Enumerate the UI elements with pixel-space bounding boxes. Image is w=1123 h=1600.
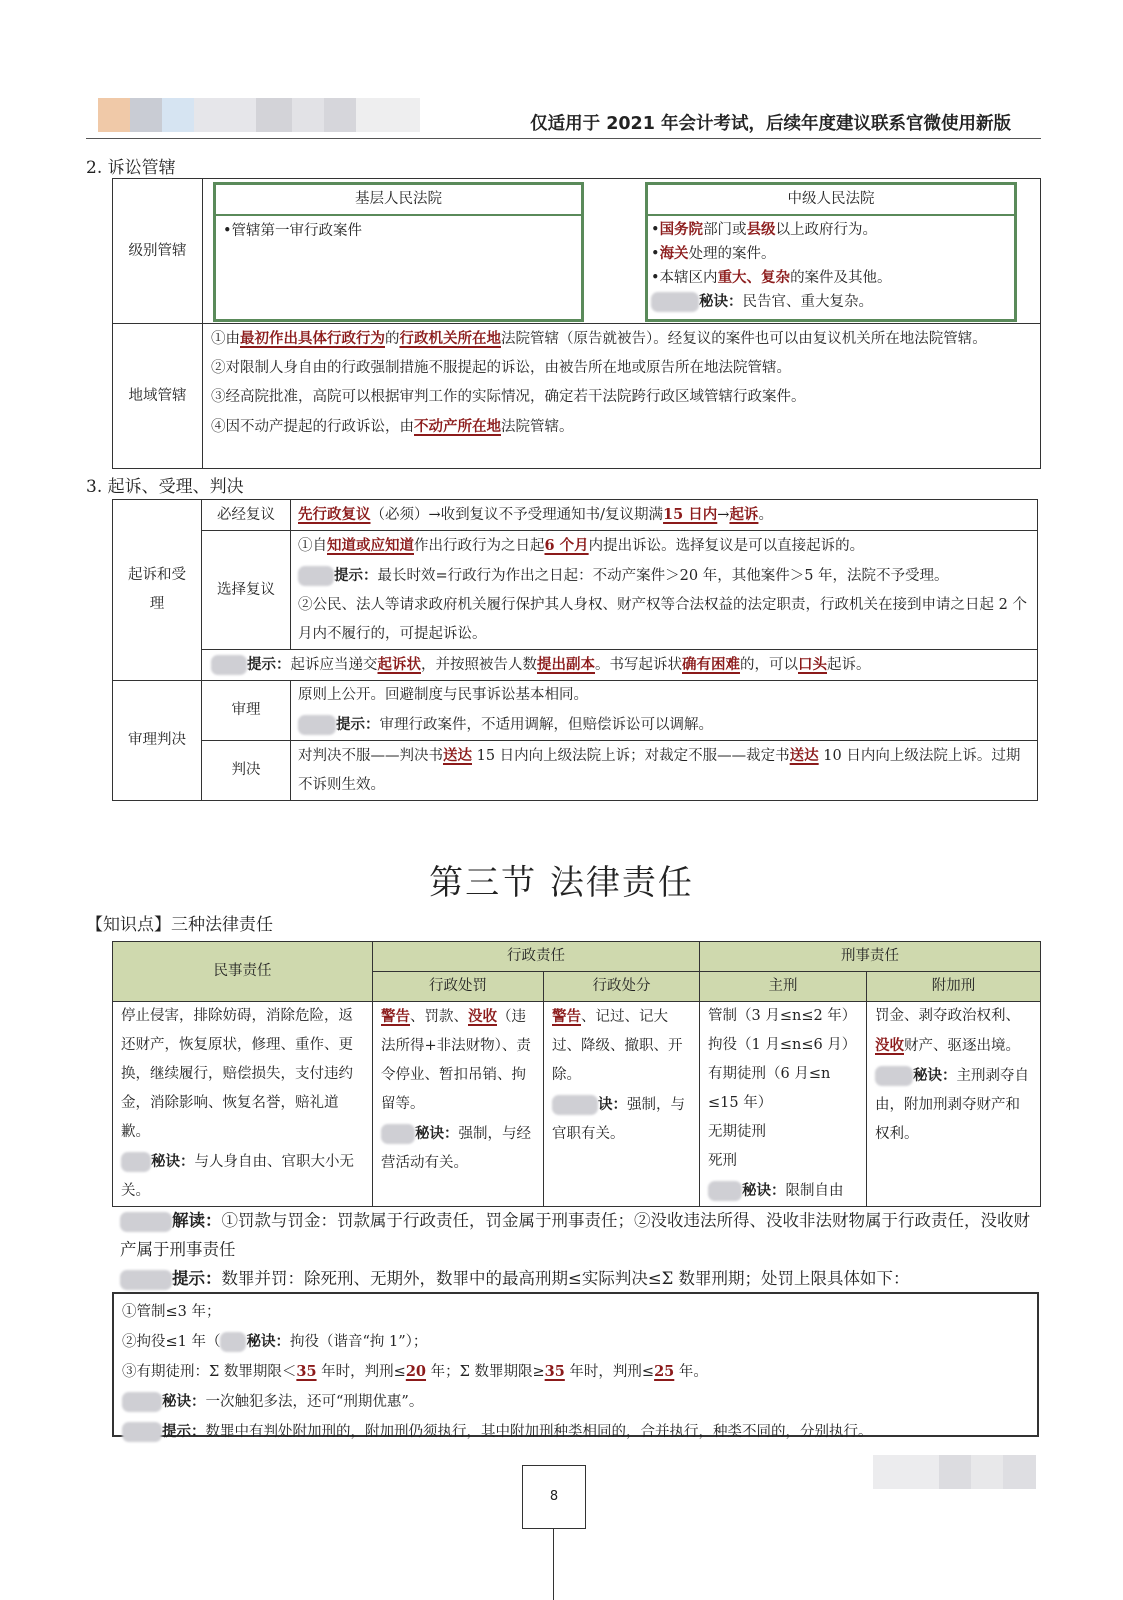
criminal-header: 刑事责任: [700, 942, 1041, 972]
region-label: 地域管辖: [113, 324, 203, 469]
knowledge-point: 【知识点】三种法律责任: [86, 915, 273, 935]
principal-cell: 管制（3 月≤n≤2 年） 拘役（1 月≤n≤6 月） 有期徒刑（6 月≤n ≤15 年） 无期徒刑 死刑 秘诀：限制自由: [700, 1002, 867, 1207]
civil-header: 民事责任: [113, 942, 373, 1002]
level-label: 级别管辖: [113, 179, 203, 324]
sue-label: 起诉和受理: [113, 500, 202, 681]
box-line5: 提示：数罪中有判处附加刑的，附加刑仍须执行，其中附加刑种类相同的，合并执行，种类不同的，分别执行。: [122, 1417, 1029, 1447]
optional-p3: ②公民、法人等请求政府机关履行保护其人身权、财产权等合法权益的法定职责，行政机关在接到申请之日起 2 个月内不履行的，可提起诉讼。: [298, 597, 1027, 642]
region-p1: ①由最初作出具体行政行为的行政机关所在地法院管辖（原告就被告）。经复议的案件也可以由复议机关所在地法院管辖。: [211, 330, 987, 347]
hearing-p1: 原则上公开。回避制度与民事诉讼基本相同。: [298, 687, 588, 703]
box-line3: ③有期徒刑：Σ 数罪期限＜35 年时，判刑≤20 年；Σ 数罪期限≥35 年时，判刑≤25 年。: [122, 1363, 708, 1380]
sue-tip: 提示：起诉应当递交起诉状，并按照被告人数提出副本。书写起诉状确有困难的，可以口头起诉。: [202, 650, 1038, 681]
jurisdiction-table: [112, 178, 1041, 469]
principal-item: 有期徒刑（6 月≤n ≤15 年）: [708, 1066, 831, 1111]
optional-label: 选择复议: [202, 531, 291, 650]
section2-heading: 2. 诉讼管辖: [86, 158, 176, 178]
watermark-blur: [873, 1455, 1036, 1489]
intermediate-line1: •国务院部门或县级以上政府行为。: [651, 221, 878, 238]
principal-item: 管制（3 月≤n≤2 年）: [708, 1008, 857, 1024]
required-text: 先行政复议（必须）→收到复议不予受理通知书/复议期满15 日内→起诉。: [291, 500, 1038, 531]
region-p2: ②对限制人身自由的行政强制措施不服提起的诉讼，由被告所在地或原告所在地法院管辖。: [211, 360, 791, 376]
principal-item: 无期徒刑: [708, 1124, 766, 1140]
header-logo-blur: [98, 98, 420, 132]
required-label: 必经复议: [202, 500, 291, 531]
basic-court-title: 基层人民法院: [215, 184, 582, 216]
note-interpretation: 解读：①罚款与罚金：罚款属于行政责任，罚金属于刑事责任；②没收违法所得、没收非法财物属于行政责任，没收财产属于刑事责任: [120, 1211, 1030, 1259]
intermediate-line2: •海关处理的案件。: [651, 245, 776, 262]
basic-court-box: [213, 182, 584, 322]
intermediate-line4: 秘诀：民告官、重大复杂。: [651, 290, 1011, 314]
sentence-limits-box: [112, 1292, 1039, 1440]
intermediate-court-title: 中级人民法院: [647, 184, 1015, 216]
region-p3: ③经高院批准，高院可以根据审判工作的实际情况，确定若干法院跨行政区域管辖行政案件。: [211, 389, 806, 405]
hearing-label: 审理: [202, 681, 291, 741]
judgment-text: 对判决不服——判决书送达 15 日内向上级法院上诉；对裁定不服——裁定书送达 10 日内向上级法院上诉。过期不诉则生效。: [291, 741, 1038, 801]
civil-cell: 停止侵害，排除妨碍，消除危险，返还财产，恢复原状，修理、重作、更换，继续履行，赔偿损失，支付违约金，消除影响、恢复名誉，赔礼道歉。 秘诀：与人身自由、官职大小无关。: [113, 1002, 373, 1207]
page-number-line: [553, 1529, 554, 1600]
section3-heading: 3. 起诉、受理、判决: [86, 477, 244, 497]
judgment-label: 判决: [202, 741, 291, 801]
page-number: 8: [522, 1465, 586, 1529]
box-line4: 秘诀：一次触犯多法，还可“刑期优惠”。: [122, 1387, 1029, 1417]
admin-header: 行政责任: [373, 942, 700, 972]
penalty-cell: 警告、罚款、没收（违法所得+非法财物）、责令停业、暂扣吊销、拘留等。 秘诀：强制，与经营活动有关。: [373, 1002, 544, 1207]
principal-header: 主刑: [700, 972, 867, 1002]
box-line2: ②拘役≤1 年（ 秘诀：拘役（谐音“拘 1”）；: [122, 1333, 428, 1350]
liability-table: [112, 941, 1041, 1207]
optional-p2: 提示：最长时效=行政行为作出之日起：不动产案件＞20 年，其他案件＞5 年，法院不予受理。: [298, 561, 1030, 591]
optional-p1: ①自知道或应知道作出行政行为之日起6 个月内提出诉讼。选择复议是可以直接起诉的。: [298, 537, 865, 554]
additional-header: 附加刑: [867, 972, 1041, 1002]
header-divider: [86, 138, 1041, 139]
additional-cell: 罚金、剥夺政治权利、没收财产、驱逐出境。 秘诀：主刑剥夺自由，附加刑剥夺财产和权利。: [867, 1002, 1041, 1207]
admin-penalty-header: 行政处罚: [373, 972, 544, 1002]
intermediate-line3: •本辖区内重大、复杂的案件及其他。: [651, 269, 892, 286]
note-tip: 提示：数罪并罚：除死刑、无期外，数罪中的最高刑期≤实际判决≤Σ 数罪刑期；处罚上限具体如下：: [120, 1264, 1040, 1293]
sanction-cell: 警告、记过、记大过、降级、撤职、开除。 诀：强制，与官职有关。: [544, 1002, 700, 1207]
box-line1: ①管制≤3 年；: [122, 1304, 221, 1320]
trial-label: 审理判决: [113, 681, 202, 801]
principal-item: 死刑: [708, 1153, 737, 1169]
intermediate-court-box: [645, 182, 1017, 322]
basic-court-item: •管辖第一审行政案件: [223, 223, 363, 239]
region-p4: ④因不动产提起的行政诉讼，由不动产所在地法院管辖。: [211, 418, 574, 435]
section-title: 第三节 法律责任: [429, 863, 694, 903]
hearing-p2: 提示：审理行政案件，不适用调解，但赔偿诉讼可以调解。: [298, 710, 1030, 740]
admin-sanction-header: 行政处分: [544, 972, 700, 1002]
header-title: 仅适用于 2021 年会计考试，后续年度建议联系官微使用新版: [530, 114, 1011, 134]
procedure-table: [112, 499, 1038, 801]
principal-item: 拘役（1 月≤n≤6 月）: [708, 1037, 857, 1053]
